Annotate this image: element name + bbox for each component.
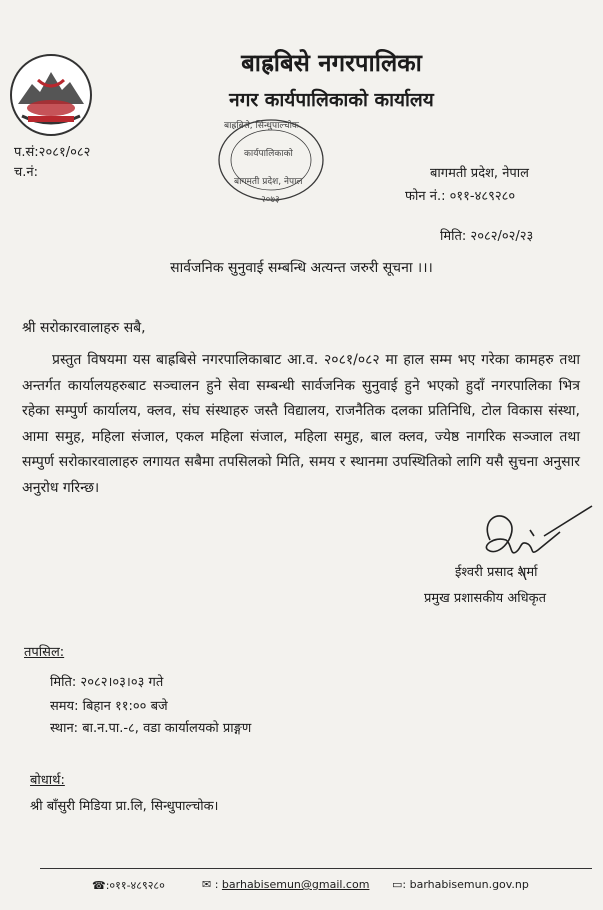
org-name: बाह्रबिसे नगरपालिका xyxy=(241,49,422,77)
stamp-line-2: कार्यपालिकाको xyxy=(244,149,293,159)
computer-icon: ▭ xyxy=(392,878,403,891)
province: बागमती प्रदेश, नेपाल xyxy=(430,166,529,181)
reference-number: च.नं: xyxy=(14,165,38,180)
details-time: समय: बिहान ११:०० बजे xyxy=(50,699,168,714)
stamp-year: २०७३ xyxy=(261,195,280,205)
website-link[interactable]: : barhabisemun.gov.np xyxy=(402,878,529,891)
footer-divider xyxy=(40,868,592,869)
office-name: नगर कार्यपालिकाको कार्यालय xyxy=(229,89,434,111)
footer-website[interactable] xyxy=(392,878,529,891)
signatory-name: ईश्वरी प्रसाद शर्मा xyxy=(455,565,538,580)
letter-date: मिति: २०८२/०२/२३ xyxy=(440,229,534,244)
office-stamp xyxy=(206,110,336,210)
mail-icon: ✉ xyxy=(202,878,212,891)
details-heading: तपसिल: xyxy=(24,645,65,660)
stamp-line-3: बागमती प्रदेश, नेपाल xyxy=(234,177,303,187)
details-place: स्थान: बा.न.पा.-८, वडा कार्यालयको प्राङ्गण xyxy=(50,721,252,736)
info-heading: बोधार्थ: xyxy=(30,773,65,788)
subject: सार्वजनिक सुनुवाई सम्बन्धि अत्यन्त जरुरी सूचना ।।। xyxy=(170,260,433,276)
signatory-title: प्रमुख प्रशासकीय अधिकृत xyxy=(424,591,547,606)
footer-phone: ☎:०११-४८९२८० xyxy=(92,879,165,892)
salutation: श्री सरोकारवालाहरु सबै, xyxy=(22,320,146,336)
phone-icon: ☎ xyxy=(92,879,106,892)
details-date: मिति: २०८२।०३।०३ गते xyxy=(50,675,164,690)
letter-number: प.सं:२०८१/०८२ xyxy=(14,145,91,160)
footer-email[interactable]: ✉ : barhabisemun@gmail.com xyxy=(202,878,370,891)
info-recipient: श्री बाँसुरी मिडिया प्रा.लि, सिन्धुपाल्चोक। xyxy=(30,799,219,814)
email-link[interactable]: barhabisemun@gmail.com xyxy=(221,878,370,891)
phone-number: फोन नं.: ०११-४८९२८० xyxy=(405,189,516,204)
notice-body: प्रस्तुत विषयमा यस बाह्रबिसे नगरपालिकाबाट आ.व. २०८१/०८२ मा हाल सम्म भए गरेका कामहरु तथा अन्तर्गत कार्यालयहरुबाट सञ्चालन हुने सेवा सम्बन्धी सार्वजनिक सुनुवाई हुने भएको हुदाँ नगरपालिका भित्र रहेका सम्पुर्ण कार्यालय, क्लव, संघ संस्थाहरु जस्तै विद्यालय, राजनैतिक दलका प्रतिनिधि, टोल विकास संस्था, आमा समुह, महिला संजाल, एकल महिला संजाल, महिला समुह, बाल क्लव, ज्येष्ठ नागरिक सञ्जाल तथा सम्पुर्ण सरोकारवालाहरु लगायत सबैमा तपसिलको मिति, समय र स्थानमा उपस्थितिको लागि यसै सुचना अनुसार अनुरोध गरिन्छ। xyxy=(22,352,580,496)
stamp-line-1: बाह्रबिसे, सिन्धुपाल्चोक xyxy=(224,121,299,131)
